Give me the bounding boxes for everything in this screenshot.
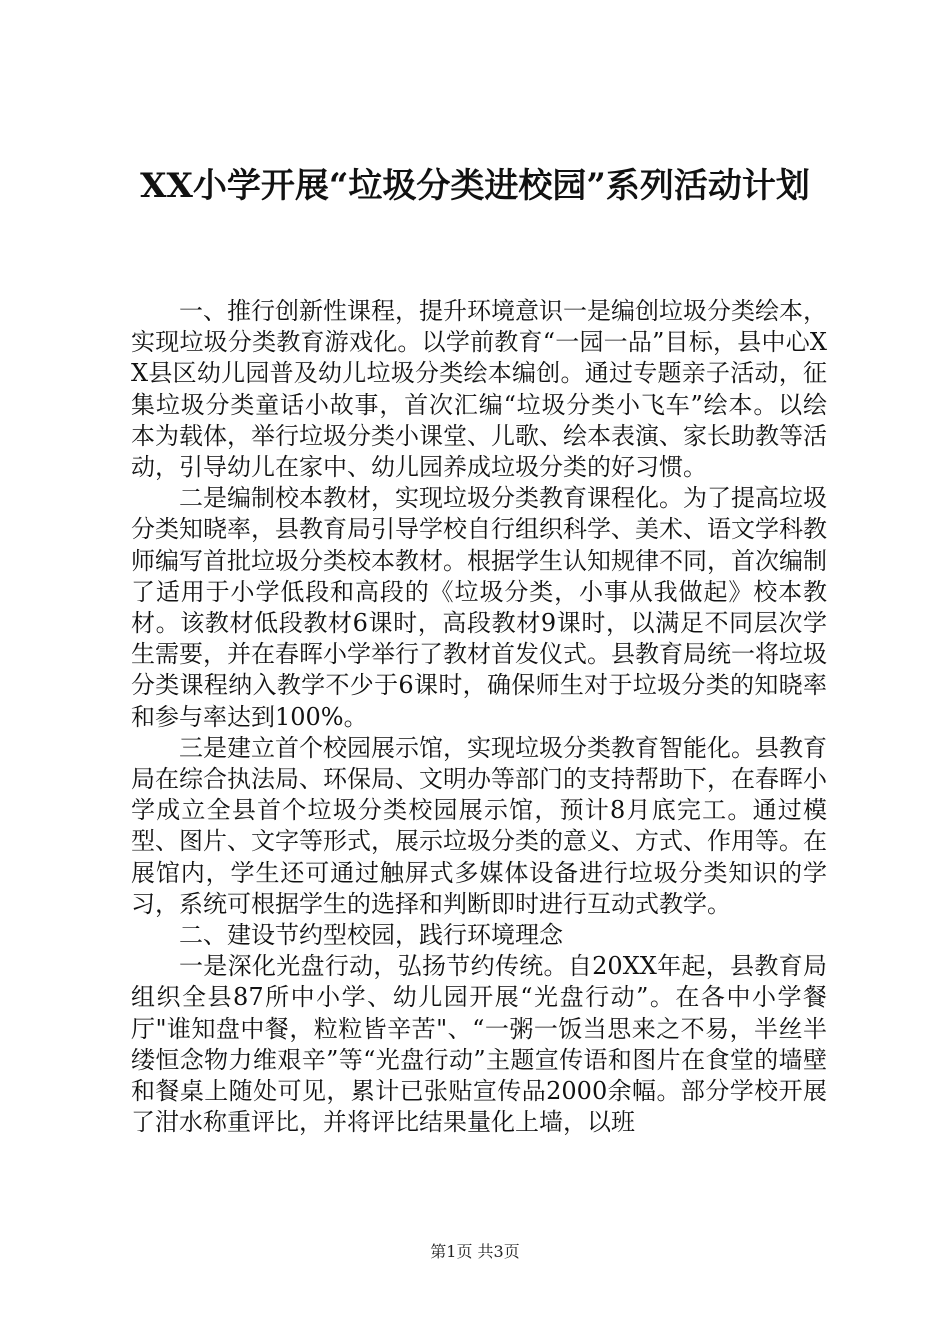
document-title: XX小学开展“垃圾分类进校园”系列活动计划	[140, 166, 810, 206]
paragraph-3: 三是建立首个校园展示馆，实现垃圾分类教育智能化。县教育局在综合执法局、环保局、文明办等部门的支持帮助下，在春晖小学成立全县首个垃圾分类校园展示馆，预计8月底完工。通过模型、图片、文字等形式，展示垃圾分类的意义、方式、作用等。在展馆内，学生还可通过触屏式多媒体设备进行垃圾分类知识的学习，系统可根据学生的选择和判断即时进行互动式教学。	[131, 733, 827, 918]
paragraph-4: 一是深化光盘行动，弘扬节约传统。自20XX年起，县教育局组织全县87所中小学、幼儿园开展“光盘行动”。在各中小学餐厅"谁知盘中餐，粒粒皆辛苦"、“一粥一饭当思来之不易，半丝半缕恒念物力维艰辛”等“光盘行动”主题宣传语和图片在食堂的墙壁和餐桌上随处可见，累计已张贴宣传品2000余幅。部分学校开展了泔水称重评比，并将评比结果量化上墙，以班	[131, 952, 827, 1137]
document-body	[131, 296, 827, 1138]
paragraph-2: 二是编制校本教材，实现垃圾分类教育课程化。为了提高垃圾分类知晓率，县教育局引导学校自行组织科学、美术、语文学科教师编写首批垃圾分类校本教材。根据学生认知规律不同，首次编制了适用于小学低段和高段的《垃圾分类，小事从我做起》校本教材。该教材低段教材6课时，高段教材9课时，以满足不同层次学生需要，并在春晖小学举行了教材首发仪式。县教育局统一将垃圾分类课程纳入教学不少于6课时，确保师生对于垃圾分类的知晓率和参与率达到100%。	[131, 484, 827, 731]
section-heading: 二、建设节约型校园，践行环境理念	[179, 921, 563, 950]
page-number-footer: 第1页 共3页	[430, 1242, 520, 1261]
paragraph-1: 一、推行创新性课程，提升环境意识一是编创垃圾分类绘本，实现垃圾分类教育游戏化。以学前教育“一园一品”目标，县中心XX县区幼儿园普及幼儿垃圾分类绘本编创。通过专题亲子活动，征集垃圾分类童话小故事，首次汇编“垃圾分类小飞车”绘本。以绘本为载体，举行垃圾分类小课堂、儿歌、绘本表演、家长助教等活动，引导幼儿在家中、幼儿园养成垃圾分类的好习惯。	[131, 297, 827, 482]
